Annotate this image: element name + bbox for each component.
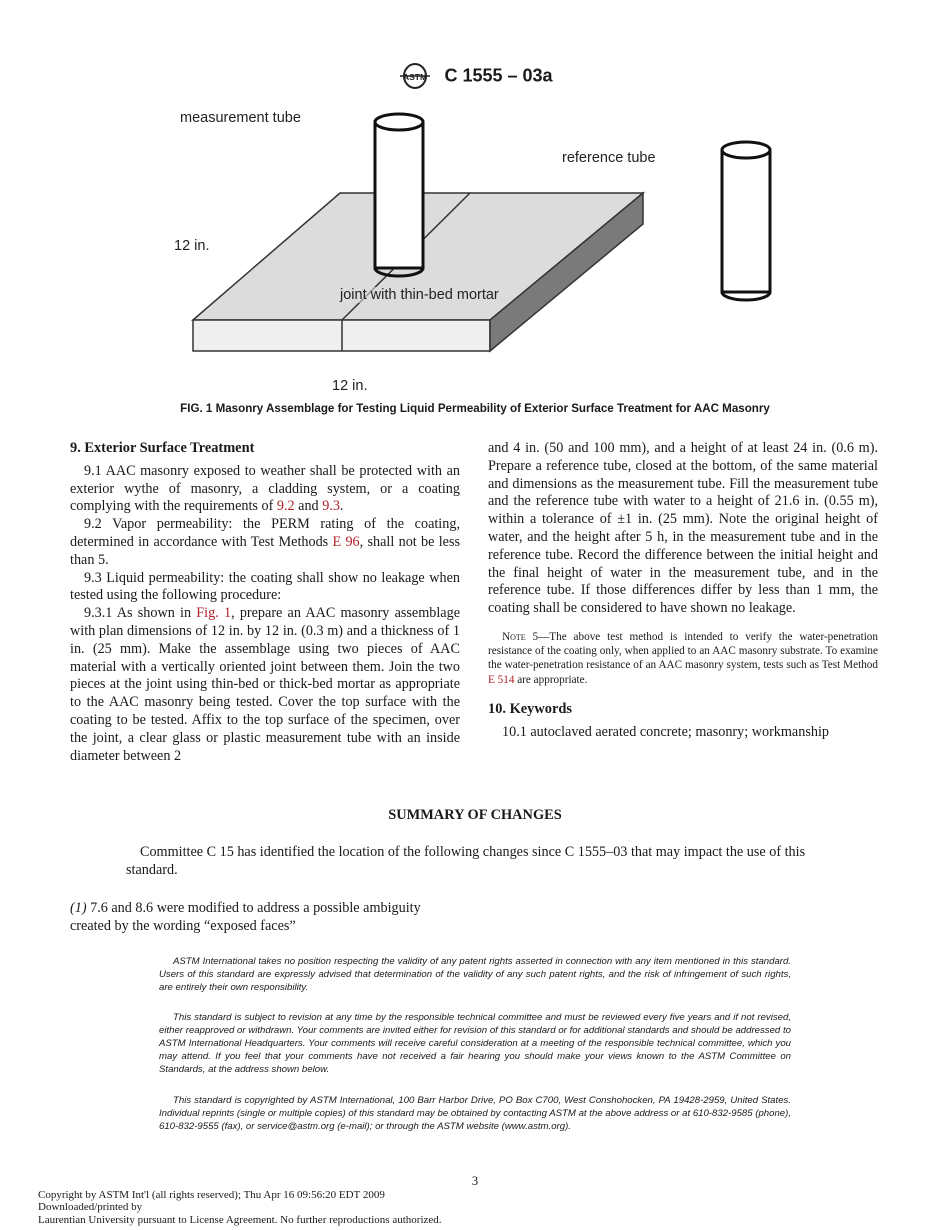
right-column [488,440,878,741]
paragraph-9-2-end: , shall not be less than 5. [70,533,460,568]
paragraph-9-3-1-continued: and 4 in. (50 and 100 mm), and a height of at least 24 in. (0.6 m). Prepare a reference tube, closed at the bottom, of the same material and dimensions as the measurement tube. Fill the measurement tube and the reference tube with water to a height of 21.6 in. (0.55 m), within a tolerance of ±1 in. (25 mm). Note the original height of water, and the height after 5 h, in the measurement tube and in the reference tube. Record the difference between the initial height and the final height of water in the measurement tube, and in the reference tube. If those differences differ by less than 1 mm, the coating shall be considered to have shown no leakage. [488,440,878,617]
legal-notice-revision-text: This standard is subject to revision at any time by the responsible technical committee and must be reviewed every five years and if not revised, either reapproved or withdrawn. Your comments are invited either for revision of this standard or for additional standards and should be addressed to ASTM International Headquarters. Your comments will receive careful consideration at a meeting of the responsible technical committee, which you may attend. If you feel that your comments have not received a fair hearing you should make your views known to the ASTM Committee on Standards, at the address shown below. [159,1012,791,1075]
measurement-tube-top [375,114,423,130]
ref-fig-1-link[interactable]: Fig. 1 [196,605,232,622]
footer-line-2: Downloaded/printed by [38,1201,143,1214]
astm-logo-icon [397,62,433,90]
legal-notice-revision [159,1012,791,1077]
paragraph-9-2-text: 9.2 Vapor permeability: the PERM rating of the coating, determined in accordance with Test Methods [70,516,460,550]
ref-9-2-link[interactable]: 9.2 [276,498,295,515]
label-joint: joint with thin-bed mortar [340,287,499,303]
section-10-heading: 10. Keywords [488,700,572,717]
note-label: Note [502,630,526,643]
note-5-end: are appropriate. [514,673,588,686]
standard-designation: C 1555 – 03a [444,65,553,86]
footer-line-3: Laurentian University pursuant to License Agreement. No further reproductions authorized. [38,1213,442,1226]
legal-notice-copyright [159,1095,791,1134]
page-header [0,62,950,90]
label-reference-tube: reference tube [562,150,656,166]
paragraph-9-3-1-body: , prepare an AAC masonry assemblage with plan dimensions of 12 in. by 12 in. (0.3 m) and a thickness of 1 in. (25 mm). Make the assemblage using two pieces of AAC material with a vertically oriented joint between them. Join the two pieces at the joint using thin-bed or thick-bed mortar as appropriate to the AAC masonry being tested. Cover the top surface with the coating to be tested. Affix to the top surface of the specimen, over the joint, a clear glass or plastic measurement tube with an inside diameter between 2 [70,605,460,764]
summary-item-number: (1) [70,900,87,916]
paragraph-9-3-1-text: 9.3.1 As shown in [84,605,197,622]
summary-intro: Committee C 15 has identified the location of the following changes since C 1555–03 that may impact the use of this standard. [126,844,806,878]
legal-notice-patents [159,956,791,995]
figure-caption: FIG. 1 Masonry Assemblage for Testing Liquid Permeability of Exterior Surface Treatment for AAC Masonry [180,402,770,415]
paragraph-9-3: 9.3 Liquid permeability: the coating shall show no leakage when tested using the following procedure: [70,569,460,604]
figure-1 [150,100,830,400]
astm-logo-text: ASTM [403,72,428,82]
figure-drawing [150,100,830,400]
summary-item [70,900,465,936]
paragraph-9-3-1 [70,605,460,765]
paragraph-9-1-text: 9.1 AAC masonry exposed to weather shall be protected with an exterior wythe of masonry, a cladding system, or a coating complying with the requirements of [70,462,460,515]
download-footer [38,1189,442,1226]
summary-title: SUMMARY OF CHANGES [388,807,562,823]
ref-e514-link[interactable]: E 514 [488,673,515,686]
reference-tube-top [722,142,770,158]
label-bottom-dimension: 12 in. [332,378,368,394]
ref-9-3-link[interactable]: 9.3 [322,498,340,515]
label-side-dimension: 12 in. [174,238,210,254]
legal-notice-patents-text: ASTM International takes no position respecting the validity of any patent rights asserted in connection with any item mentioned in this standard. Users of this standard are expressly advised that determination of the validity of any such patent rights, and the risk of infringement of such rights, are entirely their own responsibility. [159,956,791,993]
label-measurement-tube: measurement tube [180,110,301,126]
paragraph-9-2 [70,516,460,569]
paragraph-9-1-and: and [294,498,323,515]
measurement-tube-body [375,122,423,268]
left-column [70,440,460,765]
note-5 [488,630,878,687]
paragraph-9-1-end: . [339,498,344,515]
summary-item-text: 7.6 and 8.6 were modified to address a possible ambiguity created by the wording “exposed faces” [70,900,421,934]
legal-notice-copyright-text: This standard is copyrighted by ASTM International, 100 Barr Harbor Drive, PO Box C700, West Conshohocken, PA 19428-2959, United States. Individual reprints (single or multiple copies) of this standard may be obtained by contacting ASTM at the above address or at 610-832-9585 (phone), 610-832-9555 (fax), or service@astm.org (e-mail); or through the ASTM website (www.astm.org). [159,1095,791,1132]
paragraph-9-1 [70,463,460,516]
page-number: 3 [471,1174,479,1188]
ref-e96-link[interactable]: E 96 [332,533,360,550]
section-9-heading: 9. Exterior Surface Treatment [70,440,255,456]
reference-tube-body [722,150,770,292]
paragraph-10-1: 10.1 autoclaved aerated concrete; masonry; workmanship [502,723,829,740]
footer-line-1: Copyright by ASTM Int'l (all rights reserved); Thu Apr 16 09:56:20 EDT 2009 [38,1189,385,1201]
note-5-text: 5—The above test method is intended to verify the water-penetration resistance of the coating only, when applied to an AAC masonry substrate. To examine the water-penetration resistance of an AAC masonry system, tests such as Test Method [488,630,878,672]
